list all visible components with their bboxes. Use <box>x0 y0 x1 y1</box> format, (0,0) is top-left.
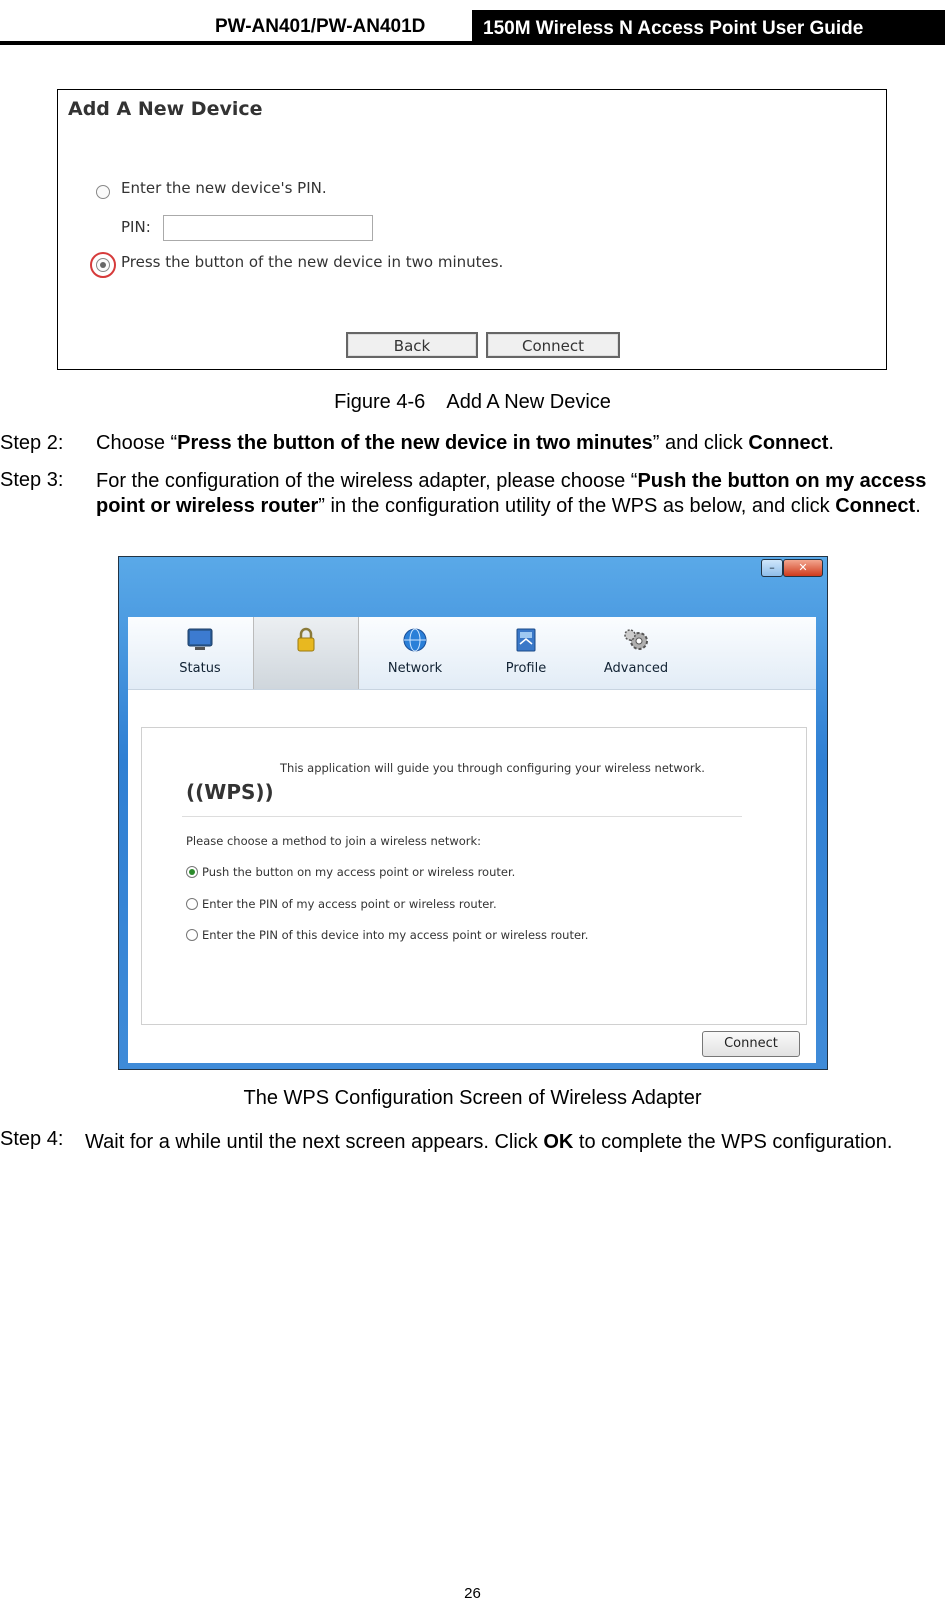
divider <box>182 816 742 817</box>
profile-icon <box>512 626 540 654</box>
ap-pin-radio[interactable] <box>186 898 198 910</box>
toolbar-profile[interactable]: Profile <box>474 617 578 689</box>
back-button[interactable]: Back <box>346 332 478 358</box>
connect-button[interactable]: Connect <box>486 332 620 358</box>
step-2-text: Choose “Press the button of the new device in two minutes” and click Connect. <box>96 432 834 454</box>
pin-input[interactable] <box>163 215 373 241</box>
step-3-label: Step 3: <box>0 469 64 491</box>
wps-panel <box>141 727 807 1025</box>
header-model: PW-AN401/PW-AN401D <box>215 16 426 37</box>
toolbar <box>128 617 816 690</box>
toolbar-status[interactable]: Status <box>148 617 252 689</box>
step-4-text: Wait for a while until the next screen appears. Click OK to complete the WPS configuration. <box>85 1131 893 1153</box>
lock-icon <box>292 626 320 654</box>
add-device-screenshot <box>57 89 887 370</box>
step-2-label: Step 2: <box>0 432 64 454</box>
minimize-icon[interactable]: – <box>761 559 783 577</box>
method-prompt: Please choose a method to join a wireless network: <box>186 834 482 848</box>
wps-intro-text: This application will guide you through configuring your wireless network. <box>280 761 705 775</box>
globe-icon <box>401 626 429 654</box>
dialog-title: Add A New Device <box>68 98 263 120</box>
step-2 <box>0 432 945 456</box>
wps-connect-button[interactable]: Connect <box>702 1031 800 1057</box>
pin-option-label: Enter the new device's PIN. <box>121 179 327 197</box>
push-button-radio[interactable] <box>186 866 198 878</box>
gears-icon <box>622 626 650 654</box>
toolbar-advanced[interactable]: Advanced <box>584 617 688 689</box>
step-3 <box>0 469 945 549</box>
window-client-area <box>128 617 816 1063</box>
device-pin-option: Enter the PIN of this device into my access point or wireless router. <box>202 928 589 942</box>
push-button-option: Push the button on my access point or wireless router. <box>202 865 516 879</box>
figure2-caption: The WPS Configuration Screen of Wireless Adapter <box>243 1087 702 1109</box>
device-pin-radio[interactable] <box>186 929 198 941</box>
monitor-icon <box>186 626 214 654</box>
figure1-caption: Figure 4-6 Add A New Device <box>334 391 611 413</box>
step-4 <box>0 1128 945 1188</box>
header-rule <box>0 41 945 45</box>
step-4-label: Step 4: <box>0 1128 64 1150</box>
step-3-text: For the configuration of the wireless adapter, please choose “Push the button on my access point or wireless router” in the configuration utility of the WPS as below, and click Connect. <box>96 470 927 517</box>
page-header <box>0 0 945 46</box>
wps-utility-window <box>118 556 828 1070</box>
pin-option-radio[interactable] <box>96 185 110 199</box>
header-guide-title: 150M Wireless N Access Point User Guide <box>472 10 945 45</box>
toolbar-wps[interactable] <box>253 617 359 689</box>
pin-label: PIN: <box>121 218 151 236</box>
push-option-radio[interactable] <box>96 258 110 272</box>
toolbar-network[interactable]: Network <box>363 617 467 689</box>
page-number: 26 <box>464 1585 481 1602</box>
ap-pin-option: Enter the PIN of my access point or wireless router. <box>202 897 497 911</box>
wps-logo: ((WPS)) <box>186 780 274 804</box>
close-icon[interactable]: ✕ <box>783 559 823 577</box>
push-option-label: Press the button of the new device in two minutes. <box>121 253 504 271</box>
